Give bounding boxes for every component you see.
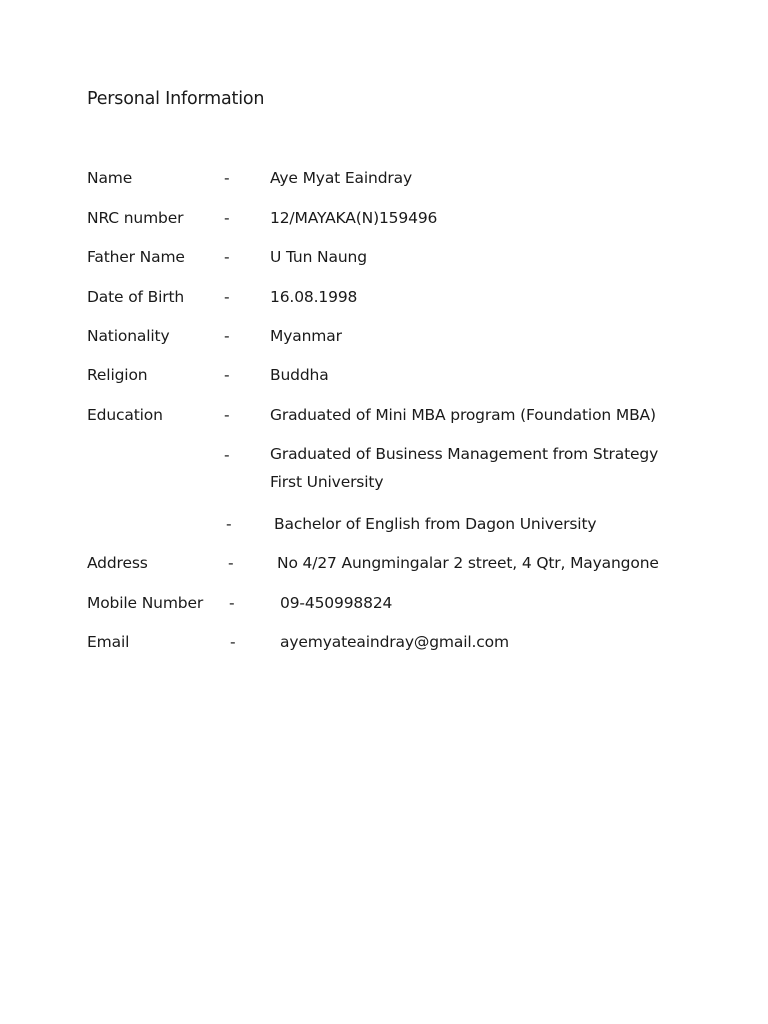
nationality-value: Myanmar <box>270 327 342 345</box>
education-separator: - <box>224 406 230 424</box>
nrc-label: NRC number <box>87 209 184 227</box>
education-item: Graduated of Mini MBA program (Foundation MBA) <box>270 406 656 424</box>
nationality-separator: - <box>224 327 230 345</box>
education-separator: - <box>226 515 232 533</box>
religion-value: Buddha <box>270 366 329 384</box>
mobile-number-label: Mobile Number <box>87 594 204 612</box>
education-separator: - <box>224 446 230 464</box>
mobile-number-value: 09-450998824 <box>280 594 393 612</box>
religion-separator: - <box>224 366 230 384</box>
father-name-value: U Tun Naung <box>270 248 367 266</box>
nrc-value: 12/MAYAKA(N)159496 <box>270 209 438 227</box>
dob-separator: - <box>224 288 230 306</box>
address-label: Address <box>87 554 148 572</box>
nationality-label: Nationality <box>87 327 170 345</box>
name-label: Name <box>87 169 133 187</box>
education-item: Graduated of Business Management from Strategy First University <box>270 445 659 491</box>
section-title: Personal Information <box>87 89 265 109</box>
mobile-number-separator: - <box>229 594 235 612</box>
email-value: ayemyateaindray@gmail.com <box>280 633 509 651</box>
nrc-separator: - <box>224 209 230 227</box>
father-name-label: Father Name <box>87 248 185 266</box>
education-label: Education <box>87 406 163 424</box>
religion-label: Religion <box>87 366 148 384</box>
email-label: Email <box>87 633 130 651</box>
name-value: Aye Myat Eaindray <box>270 169 412 187</box>
education-item: Bachelor of English from Dagon University <box>274 515 597 533</box>
address-separator: - <box>228 554 234 572</box>
dob-label: Date of Birth <box>87 288 185 306</box>
email-separator: - <box>230 633 236 651</box>
address-value: No 4/27 Aungmingalar 2 street, 4 Qtr, Mayangone <box>277 554 659 572</box>
father-name-separator: - <box>224 248 230 266</box>
name-separator: - <box>224 169 230 187</box>
dob-value: 16.08.1998 <box>270 288 358 306</box>
